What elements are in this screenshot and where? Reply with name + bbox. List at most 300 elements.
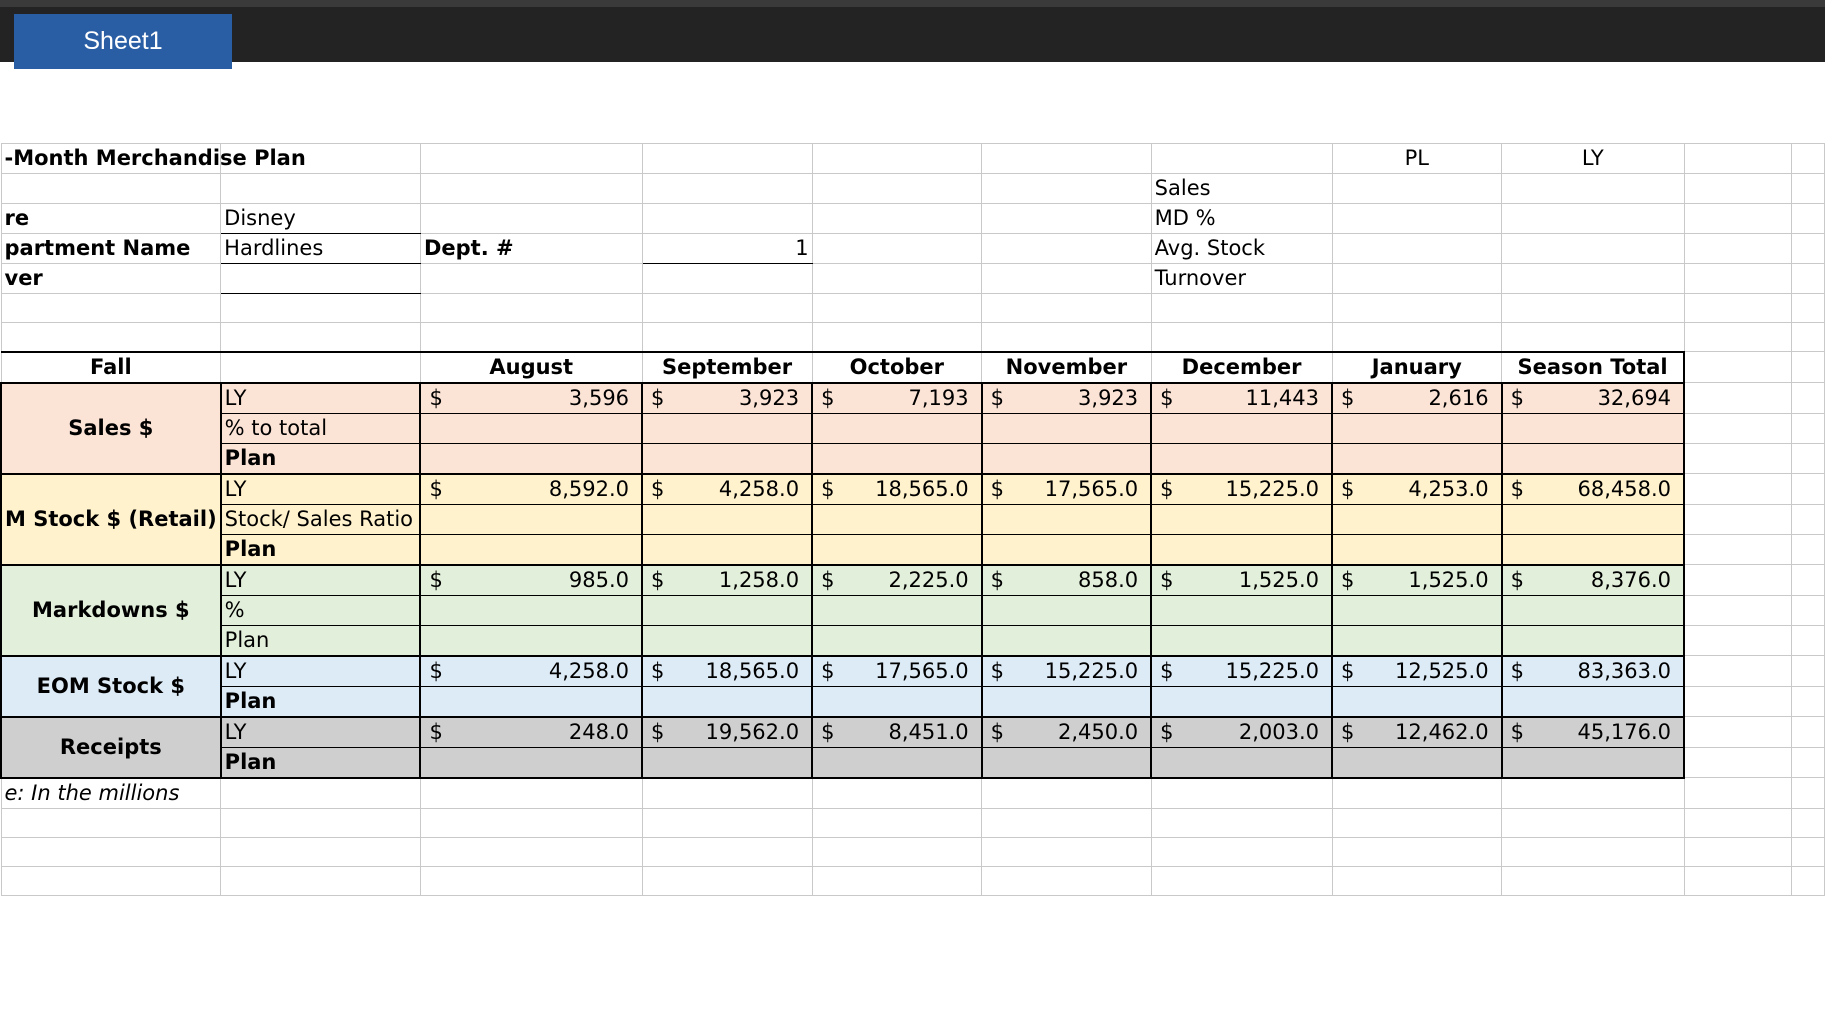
cell[interactable] — [1684, 837, 1792, 866]
receipts-value-cell[interactable] — [420, 747, 642, 778]
cell[interactable] — [1792, 625, 1825, 656]
cell[interactable] — [420, 294, 642, 323]
cell[interactable] — [1502, 294, 1684, 323]
metric-sales[interactable]: Sales — [1151, 174, 1332, 204]
store-value[interactable]: Disney — [221, 204, 421, 234]
currency-value — [1333, 475, 1501, 504]
cell[interactable] — [1502, 204, 1684, 234]
sales-value-cell[interactable] — [642, 383, 812, 414]
markdowns-value-cell[interactable] — [812, 595, 982, 625]
amount: 8,451.0 — [888, 719, 969, 744]
cell[interactable] — [1151, 808, 1332, 837]
cell[interactable] — [1792, 443, 1825, 474]
cell[interactable] — [1151, 778, 1332, 809]
eom-value-cell[interactable] — [812, 686, 982, 717]
cell[interactable] — [1792, 234, 1825, 264]
note-cell[interactable] — [1, 778, 221, 809]
currency-symbol: $ — [990, 719, 1004, 744]
eom-row-label[interactable]: LY — [221, 656, 421, 687]
markdowns-row-label[interactable]: % — [221, 595, 421, 625]
receipts-value-cell[interactable] — [642, 747, 812, 778]
month-header[interactable]: November — [982, 352, 1152, 383]
cell[interactable] — [221, 837, 421, 866]
currency-symbol: $ — [651, 476, 665, 501]
bom-value-cell[interactable] — [812, 504, 982, 534]
cell[interactable] — [221, 778, 421, 809]
sales-value-cell[interactable] — [1151, 413, 1332, 443]
cell[interactable] — [1684, 534, 1792, 565]
department-name-value[interactable]: Hardlines — [221, 234, 421, 264]
cell[interactable] — [1684, 174, 1792, 204]
cell[interactable] — [1792, 504, 1825, 534]
sales-value-cell[interactable] — [1502, 383, 1684, 414]
receipts-value-cell[interactable] — [420, 717, 642, 748]
currency-value — [643, 566, 811, 595]
cell[interactable] — [812, 174, 982, 204]
bom-row-label[interactable]: Plan — [221, 534, 421, 565]
metric-turnover[interactable]: Turnover — [1151, 264, 1332, 294]
amount: 17,565.0 — [1044, 476, 1139, 501]
cell[interactable] — [420, 144, 642, 174]
dept-number-label[interactable]: Dept. # — [420, 234, 642, 264]
sales-value-cell[interactable] — [1502, 413, 1684, 443]
bom-value-cell[interactable] — [1151, 474, 1332, 505]
cell[interactable] — [1792, 204, 1825, 234]
markdowns-value-cell[interactable] — [420, 565, 642, 596]
cell[interactable] — [982, 808, 1152, 837]
receipts-value-cell[interactable] — [1151, 747, 1332, 778]
cell[interactable] — [420, 204, 642, 234]
sales-value-cell[interactable] — [812, 443, 982, 474]
currency-symbol: $ — [821, 719, 835, 744]
plan-title-cell[interactable] — [1, 144, 306, 174]
markdowns-row — [1, 625, 1825, 656]
markdowns-row-label[interactable]: Plan — [221, 625, 421, 656]
receipts-value-cell[interactable] — [812, 717, 982, 748]
bom-value-cell[interactable] — [642, 474, 812, 505]
bom-value-cell[interactable] — [1151, 534, 1332, 565]
cell[interactable] — [812, 778, 982, 809]
amount: 11,443 — [1245, 385, 1320, 410]
markdowns-value-cell[interactable] — [1332, 565, 1502, 596]
sales-value-cell[interactable] — [1332, 443, 1502, 474]
plan-body — [1, 383, 1825, 778]
receipts-value-cell[interactable] — [1151, 717, 1332, 748]
eom-value-cell[interactable] — [1502, 656, 1684, 687]
markdowns-value-cell[interactable] — [982, 565, 1152, 596]
cell[interactable] — [1792, 174, 1825, 204]
cell[interactable] — [420, 808, 642, 837]
cell[interactable] — [1502, 866, 1684, 895]
cell[interactable] — [1332, 837, 1502, 866]
bom-value-cell[interactable] — [1502, 534, 1684, 565]
cell[interactable] — [1, 837, 221, 866]
receipts-value-cell[interactable] — [642, 717, 812, 748]
cell[interactable] — [982, 778, 1152, 809]
sales-value-cell[interactable] — [982, 443, 1152, 474]
bom-value-cell[interactable] — [812, 474, 982, 505]
markdowns-section-label[interactable]: Markdowns $ — [1, 565, 221, 656]
cell[interactable] — [1332, 234, 1502, 264]
cell[interactable] — [1151, 837, 1332, 866]
cell[interactable] — [982, 837, 1152, 866]
cell[interactable] — [1792, 294, 1825, 323]
cell[interactable] — [982, 234, 1152, 264]
currency-value — [983, 718, 1151, 747]
cell[interactable] — [1684, 747, 1792, 778]
markdowns-value-cell[interactable] — [420, 595, 642, 625]
cell[interactable] — [1684, 656, 1792, 687]
cell[interactable] — [1792, 144, 1825, 174]
currency-symbol: $ — [1160, 658, 1174, 683]
cell[interactable] — [642, 808, 812, 837]
cell[interactable] — [221, 294, 421, 323]
currency-symbol: $ — [1510, 385, 1524, 410]
cell[interactable] — [1684, 474, 1792, 505]
cell[interactable] — [1332, 866, 1502, 895]
eom-row-label[interactable]: Plan — [221, 686, 421, 717]
sales-value-cell[interactable] — [1332, 413, 1502, 443]
cell[interactable] — [812, 204, 982, 234]
receipts-value-cell[interactable] — [1332, 747, 1502, 778]
markdowns-value-cell[interactable] — [1332, 625, 1502, 656]
cell[interactable] — [1684, 778, 1792, 809]
cell[interactable] — [812, 866, 982, 895]
sales-value-cell[interactable] — [642, 413, 812, 443]
currency-symbol: $ — [1510, 719, 1524, 744]
currency-symbol: $ — [990, 385, 1004, 410]
receipts-value-cell[interactable] — [1502, 747, 1684, 778]
cell[interactable] — [982, 144, 1152, 174]
sales-row-label[interactable]: Plan — [221, 443, 421, 474]
cell[interactable] — [1684, 294, 1792, 323]
cell[interactable] — [812, 234, 982, 264]
cell[interactable] — [642, 778, 812, 809]
markdowns-value-cell[interactable] — [642, 565, 812, 596]
dept-number-value[interactable]: 1 — [642, 234, 812, 264]
cell[interactable] — [420, 866, 642, 895]
cell[interactable] — [982, 294, 1152, 323]
cell[interactable] — [1151, 866, 1332, 895]
cell[interactable] — [1792, 264, 1825, 294]
markdowns-value-cell[interactable] — [642, 595, 812, 625]
cell[interactable] — [1792, 383, 1825, 414]
cell[interactable] — [1, 866, 221, 895]
eom-value-cell[interactable] — [812, 656, 982, 687]
markdowns-value-cell[interactable] — [420, 625, 642, 656]
markdowns-value-cell[interactable] — [1151, 595, 1332, 625]
cell[interactable] — [1792, 808, 1825, 837]
cell[interactable] — [642, 144, 812, 174]
currency-value — [983, 657, 1151, 686]
markdowns-value-cell[interactable] — [1502, 565, 1684, 596]
cell[interactable] — [1684, 234, 1792, 264]
cell[interactable] — [642, 837, 812, 866]
cell[interactable] — [1, 323, 221, 352]
cell[interactable] — [1792, 686, 1825, 717]
bom-value-cell[interactable] — [1502, 474, 1684, 505]
cell[interactable] — [420, 264, 642, 294]
cell[interactable] — [1792, 565, 1825, 596]
cell[interactable] — [812, 323, 982, 352]
cell[interactable] — [1792, 474, 1825, 505]
sales-value-cell[interactable] — [1151, 443, 1332, 474]
month-header-row — [1, 352, 1825, 383]
markdowns-value-cell[interactable] — [1332, 595, 1502, 625]
receipts-value-cell[interactable] — [1502, 717, 1684, 748]
currency-symbol: $ — [821, 658, 835, 683]
bom-value-cell[interactable] — [812, 534, 982, 565]
cell[interactable] — [1502, 837, 1684, 866]
receipts-value-cell[interactable] — [812, 747, 982, 778]
cell[interactable] — [1684, 717, 1792, 748]
cell[interactable] — [1792, 837, 1825, 866]
store-label[interactable]: re — [1, 204, 221, 234]
receipts-value-cell[interactable] — [982, 717, 1152, 748]
month-header[interactable]: December — [1151, 352, 1332, 383]
cell[interactable] — [1332, 174, 1502, 204]
markdowns-value-cell[interactable] — [1502, 595, 1684, 625]
cell[interactable] — [812, 837, 982, 866]
bom-row-label[interactable]: Stock/ Sales Ratio — [221, 504, 421, 534]
sales-value-cell[interactable] — [420, 413, 642, 443]
currency-value — [1152, 657, 1331, 686]
cell[interactable] — [1332, 294, 1502, 323]
sales-value-cell[interactable] — [420, 443, 642, 474]
cell[interactable] — [642, 866, 812, 895]
currency-symbol: $ — [651, 719, 665, 744]
cell[interactable] — [982, 866, 1152, 895]
sales-row-label[interactable]: % to total — [221, 413, 421, 443]
cell[interactable] — [1, 808, 221, 837]
eom-value-cell[interactable] — [1502, 686, 1684, 717]
cell[interactable] — [1684, 144, 1792, 174]
cell[interactable] — [1332, 778, 1502, 809]
sales-row — [1, 413, 1825, 443]
markdowns-value-cell[interactable] — [812, 625, 982, 656]
metric-md-pct[interactable]: MD % — [1151, 204, 1332, 234]
eom-value-cell[interactable] — [1151, 686, 1332, 717]
bom-value-cell[interactable] — [1332, 504, 1502, 534]
cell[interactable] — [982, 204, 1152, 234]
cell[interactable] — [982, 323, 1152, 352]
bom-value-cell[interactable] — [420, 534, 642, 565]
cell[interactable] — [1502, 264, 1684, 294]
cell[interactable] — [1684, 686, 1792, 717]
bom-value-cell[interactable] — [642, 504, 812, 534]
cell[interactable] — [1502, 323, 1684, 352]
cell[interactable] — [812, 144, 982, 174]
markdowns-value-cell[interactable] — [982, 595, 1152, 625]
sales-value-cell[interactable] — [1502, 443, 1684, 474]
bom-value-cell[interactable] — [1332, 474, 1502, 505]
sales-value-cell[interactable] — [812, 383, 982, 414]
receipts-row-label[interactable]: Plan — [221, 747, 421, 778]
sales-value-cell[interactable] — [642, 443, 812, 474]
cell[interactable] — [1684, 565, 1792, 596]
amount: 68,458.0 — [1577, 476, 1672, 501]
cell[interactable] — [1684, 866, 1792, 895]
cell[interactable] — [1502, 174, 1684, 204]
season-total-header[interactable]: Season Total — [1502, 352, 1684, 383]
sales-value-cell[interactable] — [1151, 383, 1332, 414]
eom-value-cell[interactable] — [420, 686, 642, 717]
markdowns-value-cell[interactable] — [982, 625, 1152, 656]
cell[interactable] — [1332, 264, 1502, 294]
cell[interactable] — [982, 264, 1152, 294]
sheet-tab-sheet1[interactable]: Sheet1 — [14, 14, 232, 69]
cell[interactable] — [1684, 383, 1792, 414]
cell[interactable] — [1792, 778, 1825, 809]
currency-symbol: $ — [429, 476, 443, 501]
markdowns-value-cell[interactable] — [1151, 565, 1332, 596]
month-header[interactable]: August — [420, 352, 642, 383]
cell[interactable] — [420, 323, 642, 352]
cell[interactable] — [982, 174, 1152, 204]
eom-section-label[interactable]: EOM Stock $ — [1, 656, 221, 717]
cell[interactable] — [1684, 323, 1792, 352]
cell[interactable] — [1332, 323, 1502, 352]
bom-value-cell[interactable] — [982, 504, 1152, 534]
cell[interactable] — [1502, 778, 1684, 809]
bom-row — [1, 474, 1825, 505]
cell[interactable] — [1332, 808, 1502, 837]
cell[interactable] — [1792, 747, 1825, 778]
cell[interactable] — [221, 352, 421, 383]
bom-value-cell[interactable] — [642, 534, 812, 565]
cell[interactable] — [1684, 595, 1792, 625]
currency-symbol: $ — [821, 567, 835, 592]
cell[interactable] — [1151, 323, 1332, 352]
eom-value-cell[interactable] — [1332, 686, 1502, 717]
receipts-value-cell[interactable] — [982, 747, 1152, 778]
cell[interactable] — [221, 866, 421, 895]
cell[interactable] — [420, 837, 642, 866]
cell[interactable] — [221, 808, 421, 837]
bom-value-cell[interactable] — [1502, 504, 1684, 534]
amount: 985.0 — [568, 567, 630, 592]
cell[interactable] — [1792, 352, 1825, 383]
buyer-value[interactable] — [221, 264, 421, 294]
cell[interactable] — [1792, 717, 1825, 748]
receipts-row-label[interactable]: LY — [221, 717, 421, 748]
department-name-label[interactable]: partment Name — [1, 234, 221, 264]
sales-value-cell[interactable] — [420, 383, 642, 414]
bom-value-cell[interactable] — [982, 534, 1152, 565]
buyer-label[interactable]: ver — [1, 264, 221, 294]
eom-value-cell[interactable] — [642, 656, 812, 687]
cell[interactable] — [1151, 144, 1332, 174]
sales-value-cell[interactable] — [982, 413, 1152, 443]
cell[interactable] — [221, 323, 421, 352]
cell[interactable] — [812, 294, 982, 323]
cell[interactable] — [1684, 443, 1792, 474]
bom-row-label[interactable]: LY — [221, 474, 421, 505]
cell[interactable] — [642, 204, 812, 234]
receipts-value-cell[interactable] — [1332, 717, 1502, 748]
markdowns-value-cell[interactable] — [642, 625, 812, 656]
bom-value-cell[interactable] — [420, 474, 642, 505]
cell[interactable] — [1792, 413, 1825, 443]
bom-value-cell[interactable] — [420, 504, 642, 534]
cell[interactable] — [642, 323, 812, 352]
cell[interactable] — [221, 174, 421, 204]
currency-value — [1503, 718, 1683, 747]
cell[interactable] — [642, 264, 812, 294]
cell[interactable] — [1684, 625, 1792, 656]
cell[interactable] — [812, 808, 982, 837]
month-header[interactable]: September — [642, 352, 812, 383]
amount: 2,616 — [1428, 385, 1489, 410]
cell[interactable] — [1, 174, 221, 204]
currency-symbol: $ — [990, 658, 1004, 683]
metric-avg-stock[interactable]: Avg. Stock — [1151, 234, 1332, 264]
bom-value-cell[interactable] — [1151, 504, 1332, 534]
cell[interactable] — [1792, 656, 1825, 687]
eom-value-cell[interactable] — [1332, 656, 1502, 687]
cell[interactable] — [1151, 294, 1332, 323]
pl-header[interactable]: PL — [1332, 144, 1502, 174]
cell[interactable] — [1792, 534, 1825, 565]
month-header[interactable]: January — [1332, 352, 1502, 383]
cell[interactable] — [420, 174, 642, 204]
cell[interactable] — [1, 294, 221, 323]
cell[interactable] — [1792, 323, 1825, 352]
currency-value — [643, 718, 811, 747]
eom-value-cell[interactable] — [420, 656, 642, 687]
cell[interactable] — [1332, 204, 1502, 234]
receipts-section-label[interactable]: Receipts — [1, 717, 221, 778]
markdowns-value-cell[interactable] — [812, 565, 982, 596]
cell[interactable] — [420, 778, 642, 809]
eom-value-cell[interactable] — [982, 656, 1152, 687]
cell[interactable] — [1684, 504, 1792, 534]
sales-row-label[interactable]: LY — [221, 383, 421, 414]
cell[interactable] — [1684, 808, 1792, 837]
cell[interactable] — [1792, 866, 1825, 895]
cell[interactable] — [642, 174, 812, 204]
month-header[interactable]: October — [812, 352, 982, 383]
cell[interactable] — [1684, 204, 1792, 234]
cell[interactable] — [1502, 808, 1684, 837]
cell[interactable] — [1502, 234, 1684, 264]
bom-value-cell[interactable] — [1332, 534, 1502, 565]
cell[interactable] — [1684, 352, 1792, 383]
sales-value-cell[interactable] — [812, 413, 982, 443]
currency-symbol: $ — [1160, 719, 1174, 744]
eom-value-cell[interactable] — [642, 686, 812, 717]
bom-value-cell[interactable] — [982, 474, 1152, 505]
cell[interactable] — [1684, 264, 1792, 294]
markdowns-row-label[interactable]: LY — [221, 565, 421, 596]
sales-value-cell[interactable] — [982, 383, 1152, 414]
cell[interactable] — [1792, 595, 1825, 625]
markdowns-value-cell[interactable] — [1502, 625, 1684, 656]
amount: 45,176.0 — [1577, 719, 1672, 744]
cell[interactable] — [642, 294, 812, 323]
eom-value-cell[interactable] — [982, 686, 1152, 717]
cell[interactable] — [812, 264, 982, 294]
sales-section-label[interactable]: Sales $ — [1, 383, 221, 474]
eom-value-cell[interactable] — [1151, 656, 1332, 687]
markdowns-value-cell[interactable] — [1151, 625, 1332, 656]
sales-value-cell[interactable] — [1332, 383, 1502, 414]
cell[interactable] — [1684, 413, 1792, 443]
ly-header[interactable]: LY — [1502, 144, 1684, 174]
bom-section-label[interactable]: M Stock $ (Retail) — [1, 474, 221, 565]
receipts-row — [1, 747, 1825, 778]
season-label[interactable]: Fall — [1, 352, 221, 383]
